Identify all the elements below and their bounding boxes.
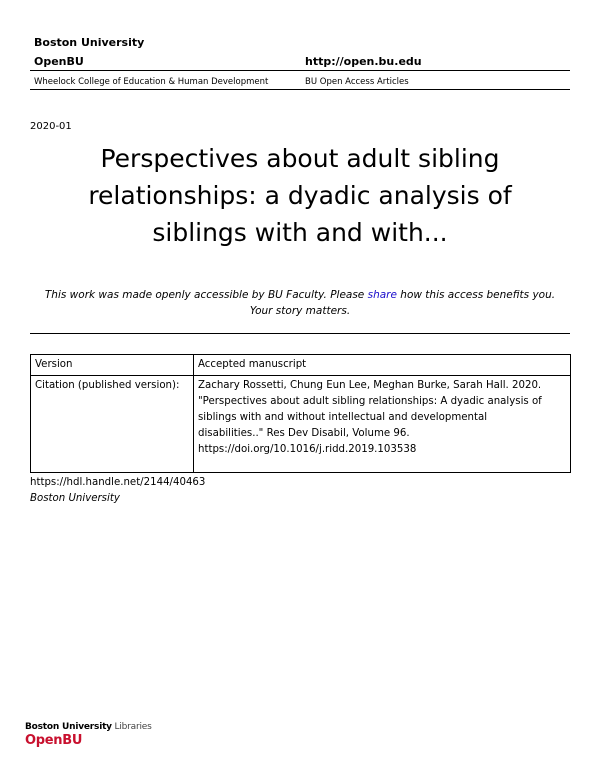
share-link[interactable]: share [367,289,397,301]
metadata-table [30,354,571,473]
notice-story: Your story matters. [249,304,351,317]
citation-line: "Perspectives about adult sibling relationships: A dyadic analysis of [198,396,542,407]
logo-university: Boston University [25,722,112,732]
collection-parent: Wheelock College of Education & Human Development [34,77,269,87]
publisher-name: Boston University [30,493,120,504]
notice-text: This work was made openly accessible by BU Faculty. Please [44,289,368,301]
institution-name: Boston University [34,36,145,49]
logo-openbu: OpenBU [25,733,83,748]
publication-date: 2020-01 [30,121,72,132]
citation-line: disabilities.." Res Dev Disabil, Volume 96. [198,428,410,439]
notice-text: how this access benefits you. [396,289,556,301]
table-row [31,355,571,376]
version-value: Accepted manuscript [194,355,571,376]
header-bottom-divider [30,89,570,90]
header-divider [30,70,570,71]
title-line: siblings with and with... [152,218,448,247]
openbu-logo [25,722,152,748]
citation-line: Zachary Rossetti, Chung Eun Lee, Meghan Burke, Sarah Hall. 2020. [198,380,542,391]
repository-name: OpenBU [34,55,84,68]
document-title [30,140,570,251]
logo-libraries: Libraries [111,722,152,732]
version-label: Version [31,355,194,376]
access-notice [30,288,570,319]
title-line: relationships: a dyadic analysis of [88,181,512,210]
handle-link[interactable]: https://hdl.handle.net/2144/40463 [30,477,206,488]
collection-name: BU Open Access Articles [305,77,409,87]
citation-doi-link[interactable]: https://doi.org/10.1016/j.ridd.2019.103538 [198,444,417,455]
title-line: Perspectives about adult sibling [100,144,500,173]
citation-line: siblings with and without intellectual and developmental [198,412,488,423]
repository-url-link[interactable]: http://open.bu.edu [305,55,422,68]
citation-value [194,376,571,473]
table-row [31,376,571,473]
citation-label: Citation (published version): [31,376,194,473]
section-divider [30,333,570,334]
